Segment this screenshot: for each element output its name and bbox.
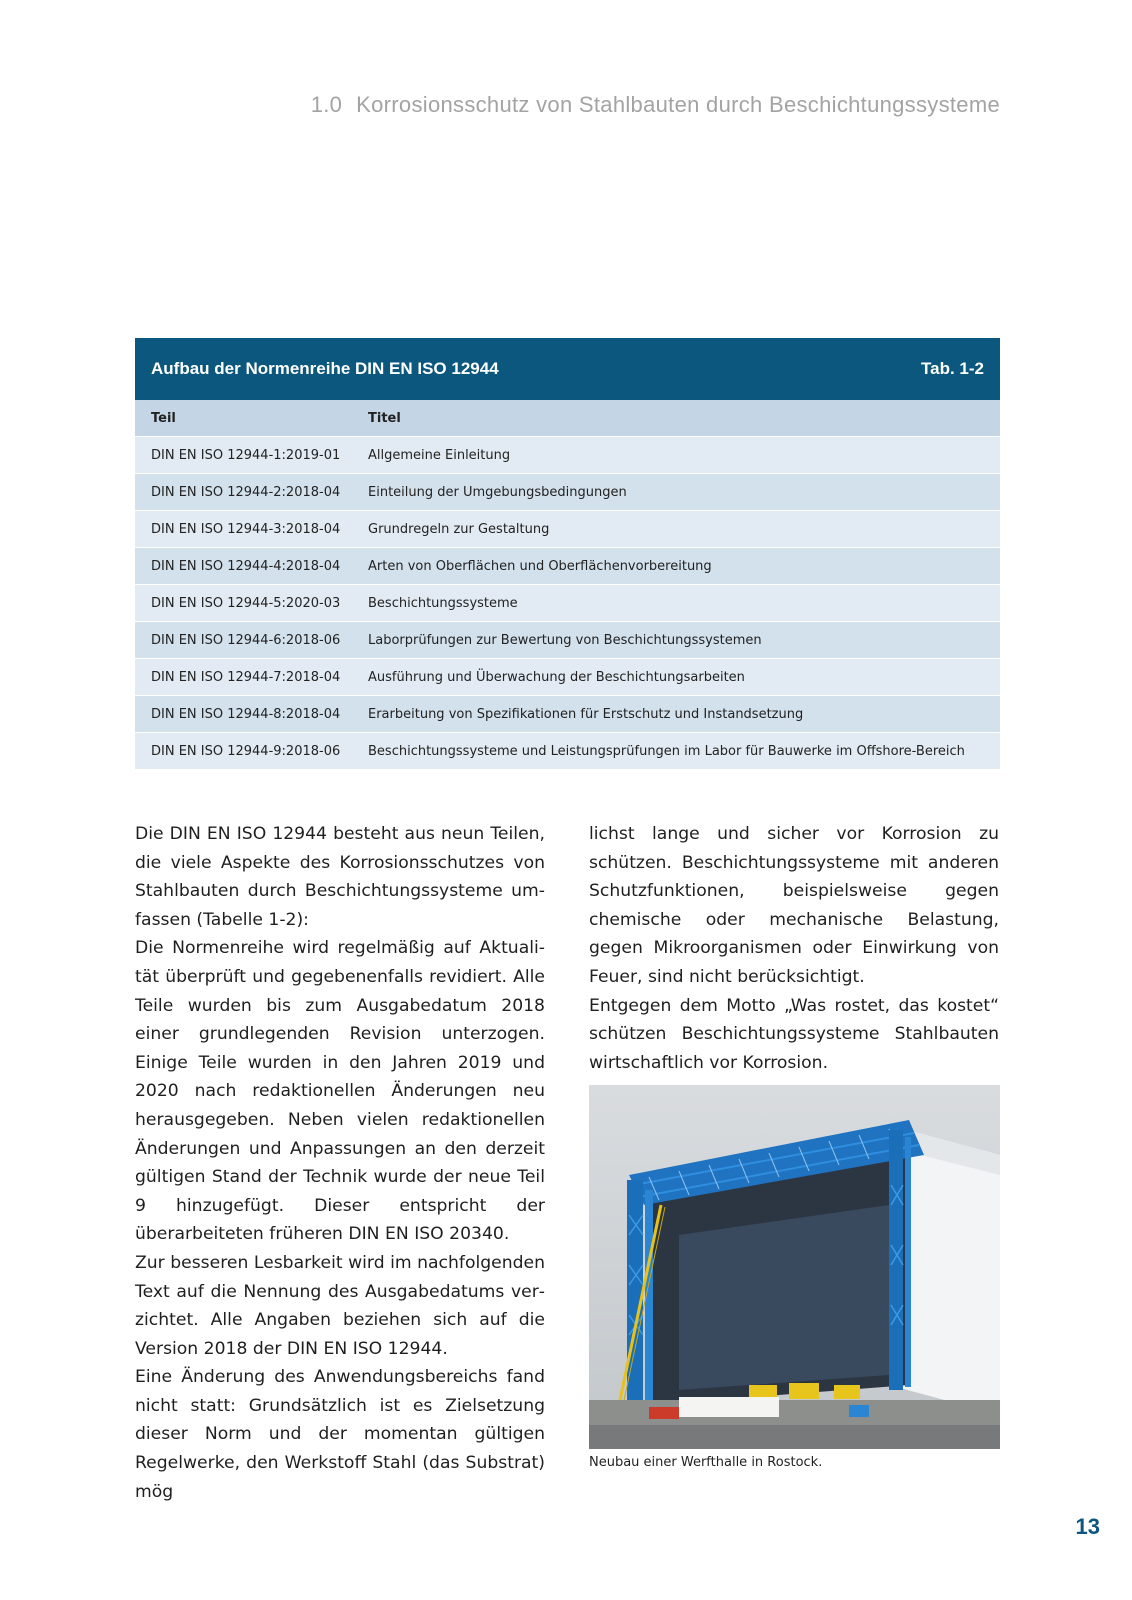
cell-titel: Grundregeln zur Gestaltung: [368, 521, 550, 537]
chapter-number: 1.0: [310, 92, 343, 117]
table-row: [135, 474, 1000, 511]
chapter-heading: [200, 92, 1000, 118]
norm-table: [135, 338, 1000, 770]
body-paragraph: Die Normenreihe wird regelmäßig auf Aktualität überprüft und gegebenenfalls revidiert. Alle Teile wurden bis zum Ausgabedatum 2018 einer grundlegenden Revision unterzogen. Einige Teile wurden in den Jahren 2019 und 2020 nach redaktionellen Änderungen neu herausgegeben. Neben vielen redaktionellen Änderungen und Anpassungen an den derzeit gültigen Stand der Technik wurde der neue Teil 9 hinzugefügt. Dieser entspricht der überarbeiteten früheren DIN EN ISO 20340.: [135, 938, 545, 1245]
cell-titel: Ausführung und Überwachung der Beschichtungsarbeiten: [368, 669, 745, 685]
table-row: [135, 659, 1000, 696]
table-column-header: [135, 400, 1000, 437]
table-title: Aufbau der Normenreihe DIN EN ISO 12944: [151, 359, 499, 378]
cell-teil: DIN EN ISO 12944-6:2018-06: [151, 632, 341, 648]
cell-teil: DIN EN ISO 12944-3:2018-04: [151, 521, 341, 537]
page-number: 13: [1075, 1514, 1100, 1539]
cell-teil: DIN EN ISO 12944-9:2018-06: [151, 743, 341, 759]
cell-titel: Arten von Oberflächen und Oberflächenvorbereitung: [368, 558, 712, 574]
body-paragraph: Eine Änderung des Anwendungsbereichs fand nicht statt: Grundsätzlich ist es Zielsetzung dieser Norm und der momentan gültigen Regelwerke, den Werkstoff Stahl (das Substrat) mög: [135, 1367, 545, 1502]
body-column-right: [589, 820, 999, 1077]
table-title-bar: [135, 338, 1000, 400]
cell-teil: DIN EN ISO 12944-8:2018-04: [151, 706, 341, 722]
table-row: [135, 511, 1000, 548]
cell-teil: DIN EN ISO 12944-5:2020-03: [151, 595, 341, 611]
cell-titel: Allgemeine Einleitung: [368, 447, 511, 463]
column-header-titel: Titel: [368, 410, 401, 426]
cell-titel: Beschichtungssysteme und Leistungsprüfungen im Labor für Bauwerke im Offshore-Bereich: [368, 743, 965, 759]
table-row: [135, 548, 1000, 585]
shipyard-hall-photo: [589, 1085, 1000, 1449]
table-row: [135, 585, 1000, 622]
shipyard-hall-illustration: [589, 1085, 1000, 1449]
cell-teil: DIN EN ISO 12944-7:2018-04: [151, 669, 341, 685]
cell-titel: Beschichtungssysteme: [368, 595, 518, 611]
cell-teil: DIN EN ISO 12944-4:2018-04: [151, 558, 341, 574]
body-column-left: [135, 820, 545, 1506]
table-tag: Tab. 1-2: [921, 359, 984, 378]
body-paragraph: lichst lange und sicher vor Korrosion zu schützen. Beschichtungssysteme mit anderen Schutzfunktionen, beispielsweise gegen chemische oder mechanische Belastung, gegen Mikroorganismen oder Einwirkung von Feuer, sind nicht berücksichtigt.: [589, 824, 999, 987]
body-paragraph: Zur besseren Lesbarkeit wird im nachfolgenden Text auf die Nennung des Ausgabedatums verzichtet. Alle Angaben beziehen sich auf die Version 2018 der DIN EN ISO 12944.: [135, 1252, 545, 1359]
table-row: [135, 437, 1000, 474]
figure-caption: Neubau einer Werfthalle in Rostock.: [589, 1455, 823, 1470]
cell-titel: Laborprüfungen zur Bewertung von Beschichtungssystemen: [368, 632, 762, 648]
cell-titel: Einteilung der Umgebungsbedingungen: [368, 484, 627, 500]
chapter-title: Korrosionsschutz von Stahlbauten durch Beschichtungssysteme: [356, 92, 1000, 117]
body-paragraph: Die DIN EN ISO 12944 besteht aus neun Teilen, die viele Aspekte des Korrosionsschutzes von Stahlbauten durch Beschichtungssysteme umfassen (Tabelle 1-2):: [135, 824, 545, 930]
cell-teil: DIN EN ISO 12944-1:2019-01: [151, 447, 341, 463]
cell-teil: DIN EN ISO 12944-2:2018-04: [151, 484, 341, 500]
body-paragraph: Entgegen dem Motto „Was rostet, das kostet“ schützen Beschichtungssysteme Stahlbauten wirtschaftlich vor Korrosion.: [589, 995, 999, 1073]
table-row: [135, 696, 1000, 733]
column-header-teil: Teil: [151, 410, 176, 426]
table-row: [135, 733, 1000, 770]
cell-titel: Erarbeitung von Spezifikationen für Erstschutz und Instandsetzung: [368, 706, 804, 722]
table-row: [135, 622, 1000, 659]
